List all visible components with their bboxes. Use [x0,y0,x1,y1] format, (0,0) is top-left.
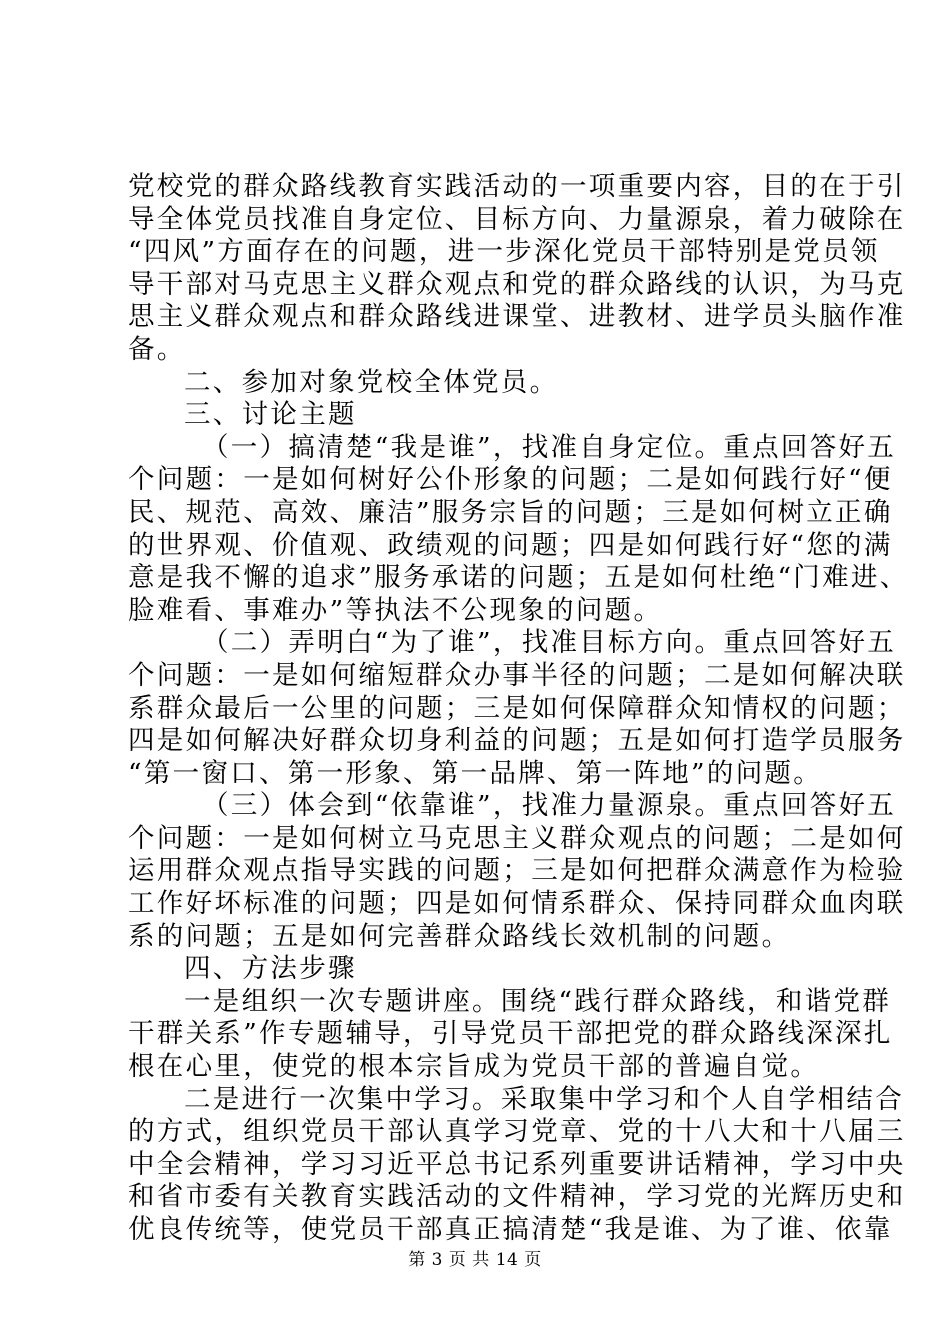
text-line: 干群关系”作专题辅导，引导党员干部把党的群众路线深深扎 [128,1018,893,1050]
text-line: “第一窗口、第一形象、第一品牌、第一阵地”的问题。 [128,757,823,789]
page-number-footer: 第 3 页 共 14 页 [408,1250,542,1270]
text-line: 备。 [128,333,186,365]
text-line: 二是进行一次集中学习。采取集中学习和个人自学相结合 [184,1083,904,1115]
subsection-heading-line: （三）体会到“依靠谁”，找准力量源泉。重点回答好五 [202,790,897,822]
section-heading: 二、参加对象党校全体党员。 [184,366,559,398]
section-heading: 三、讨论主题 [184,399,357,431]
text-line: 脸难看、事难办”等执法不公现象的问题。 [128,594,663,626]
text-line: 运用群众观点指导实践的问题；三是如何把群众满意作为检验 [128,855,906,887]
text-line: 民、规范、高效、廉洁”服务宗旨的问题；三是如何树立正确 [128,496,893,528]
text-line: 系群众最后一公里的问题；三是如何保障群众知情权的问题； [128,692,906,724]
text-line: 个问题：一是如何树好公仆形象的问题；二是如何践行好“便 [128,464,893,496]
text-line: 优良传统等，使党员干部真正搞清楚“我是谁、为了谁、依靠 [128,1214,893,1245]
subsection-heading-line: （二）弄明白“为了谁”，找准目标方向。重点回答好五 [202,627,897,659]
text-line: 的世界观、价值观、政绩观的问题；四是如何践行好“您的满 [128,529,893,561]
text-line: 工作好坏标准的问题；四是如何情系群众、保持同群众血肉联 [128,888,906,920]
text-line: 根在心里，使党的根本宗旨成为党员干部的普遍自觉。 [128,1051,820,1083]
text-line: 意是我不懈的追求”服务承诺的问题；五是如何杜绝“门难进、 [128,562,909,594]
text-line: 个问题：一是如何缩短群众办事半径的问题；二是如何解决联 [128,659,906,691]
text-line: 导全体党员找准自身定位、目标方向、力量源泉，着力破除在 [128,203,906,235]
text-line: “四风”方面存在的问题，进一步深化党员干部特别是党员领 [128,236,880,268]
text-line: 党校党的群众路线教育实践活动的一项重要内容，目的在于引 [128,171,906,202]
text-line: 系的问题；五是如何完善群众路线长效机制的问题。 [128,920,791,952]
text-line: 中全会精神，学习习近平总书记系列重要讲话精神，学习中央 [128,1148,906,1180]
text-line: 思主义群众观点和群众路线进课堂、进教材、进学员头脑作准 [128,301,906,333]
text-line: 和省市委有关教育实践活动的文件精神，学习党的光辉历史和 [128,1181,906,1213]
section-heading: 四、方法步骤 [184,953,357,985]
text-line: 一是组织一次专题讲座。围绕“践行群众路线，和谐党群 [184,985,892,1017]
text-line: 导干部对马克思主义群众观点和党的群众路线的认识，为马克 [128,268,906,300]
text-line: 个问题：一是如何树立马克思主义群众观点的问题；二是如何 [128,822,906,854]
document-body [128,171,909,1247]
text-line: 四是如何解决好群众切身利益的问题；五是如何打造学员服务 [128,725,906,757]
text-line: 的方式，组织党员干部认真学习党章、党的十八大和十八届三 [128,1116,906,1148]
subsection-heading-line: （一）搞清楚“我是谁”，找准自身定位。重点回答好五 [202,431,897,463]
